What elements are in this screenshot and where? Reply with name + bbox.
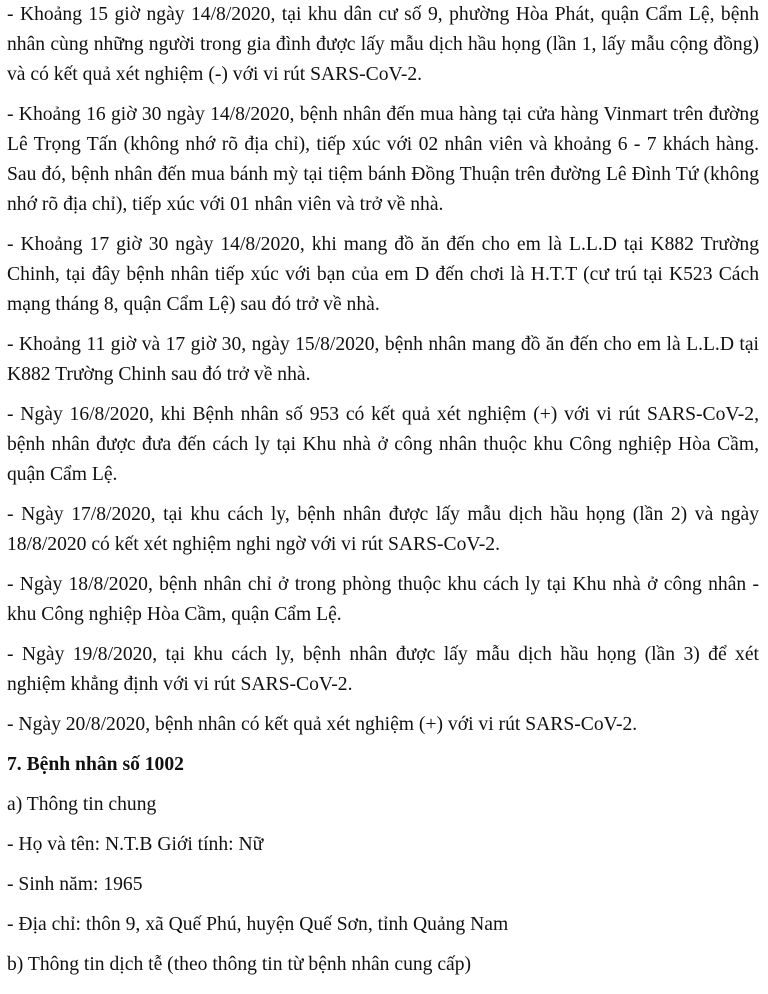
paragraph-test-3: - Ngày 19/8/2020, tại khu cách ly, bệnh nhân được lấy mẫu dịch hầu họng (lần 3) để xét nghiệm khẳng định với vi rút SARS-CoV-2.: [7, 644, 759, 695]
paragraph-gap: [7, 860, 759, 870]
general-info-title: a) Thông tin chung: [7, 794, 157, 815]
paragraph-gap: [7, 490, 759, 500]
paragraph-test-2: - Ngày 17/8/2020, tại khu cách ly, bệnh nhân được lấy mẫu dịch hầu họng (lần 2) và ngày 18/8/2020 có kết xét nghiệm nghi ngờ với vi rút SARS-CoV-2.: [7, 504, 759, 555]
paragraph-gap: [7, 820, 759, 830]
paragraph-food-delivery-1: - Khoảng 17 giờ 30 ngày 14/8/2020, khi mang đồ ăn đến cho em là L.L.D tại K882 Trường Chinh, tại đây bệnh nhân tiếp xúc với bạn của em D đến chơi là H.T.T (cư trú tại K523 Cách mạng tháng 8, quận Cẩm Lệ) sau đó trở về nhà.: [7, 234, 759, 315]
paragraph-gap: [7, 630, 759, 640]
epi-info-title: b) Thông tin dịch tễ (theo thông tin từ bệnh nhân cung cấp): [7, 954, 472, 975]
paragraph-positive-result: - Ngày 20/8/2020, bệnh nhân có kết quả xét nghiệm (+) với vi rút SARS-CoV-2.: [7, 714, 638, 735]
paragraph-vinmart-visit: - Khoảng 16 giờ 30 ngày 14/8/2020, bệnh nhân đến mua hàng tại cửa hàng Vinmart trên đường Lê Trọng Tấn (không nhớ rõ địa chỉ), tiếp xúc với 02 nhân viên và khoảng 6 - 7 khách hàng. Sau đó, bệnh nhân đến mua bánh mỳ tại tiệm bánh Đồng Thuận trên đường Lê Đình Tứ (không nhớ rõ địa chỉ), tiếp xúc với 01 nhân viên và trở về nhà.: [7, 104, 759, 215]
section-heading-patient-1002: 7. Bệnh nhân số 1002: [7, 754, 184, 775]
paragraph-gap: [7, 90, 759, 100]
paragraph-gap: [7, 700, 759, 710]
info-line-name-gender: - Họ và tên: N.T.B Giới tính: Nữ: [7, 834, 264, 855]
paragraph-gap: [7, 320, 759, 330]
paragraph-food-delivery-2: - Khoảng 11 giờ và 17 giờ 30, ngày 15/8/2020, bệnh nhân mang đồ ăn đến cho em là L.L.D tại K882 Trường Chinh sau đó trở về nhà.: [7, 334, 759, 385]
paragraph-gap: [7, 940, 759, 950]
paragraph-gap: [7, 560, 759, 570]
document-page: [7, 0, 759, 980]
paragraph-quarantine: - Ngày 16/8/2020, khi Bệnh nhân số 953 có kết quả xét nghiệm (+) với vi rút SARS-CoV-2, bệnh nhân được đưa đến cách ly tại Khu nhà ở công nhân thuộc khu Công nghiệp Hòa Cầm, quận Cẩm Lệ.: [7, 404, 759, 485]
info-line-birth-year: - Sinh năm: 1965: [7, 874, 143, 895]
paragraph-gap: [7, 740, 759, 750]
paragraph-isolation-room: - Ngày 18/8/2020, bệnh nhân chỉ ở trong phòng thuộc khu cách ly tại Khu nhà ở công nhân - khu Công nghiệp Hòa Cầm, quận Cẩm Lệ.: [7, 574, 759, 625]
paragraph-gap: [7, 780, 759, 790]
info-line-address: - Địa chỉ: thôn 9, xã Quế Phú, huyện Quế Sơn, tỉnh Quảng Nam: [7, 914, 509, 935]
paragraph-gap: [7, 900, 759, 910]
paragraph-gap: [7, 220, 759, 230]
paragraph-test-result-1: - Khoảng 15 giờ ngày 14/8/2020, tại khu dân cư số 9, phường Hòa Phát, quận Cẩm Lệ, bệnh nhân cùng những người trong gia đình được lấy mẫu dịch hầu họng (lần 1, lấy mẫu cộng đồng) và có kết quả xét nghiệm (-) với vi rút SARS-CoV-2.: [7, 4, 759, 85]
paragraph-gap: [7, 390, 759, 400]
